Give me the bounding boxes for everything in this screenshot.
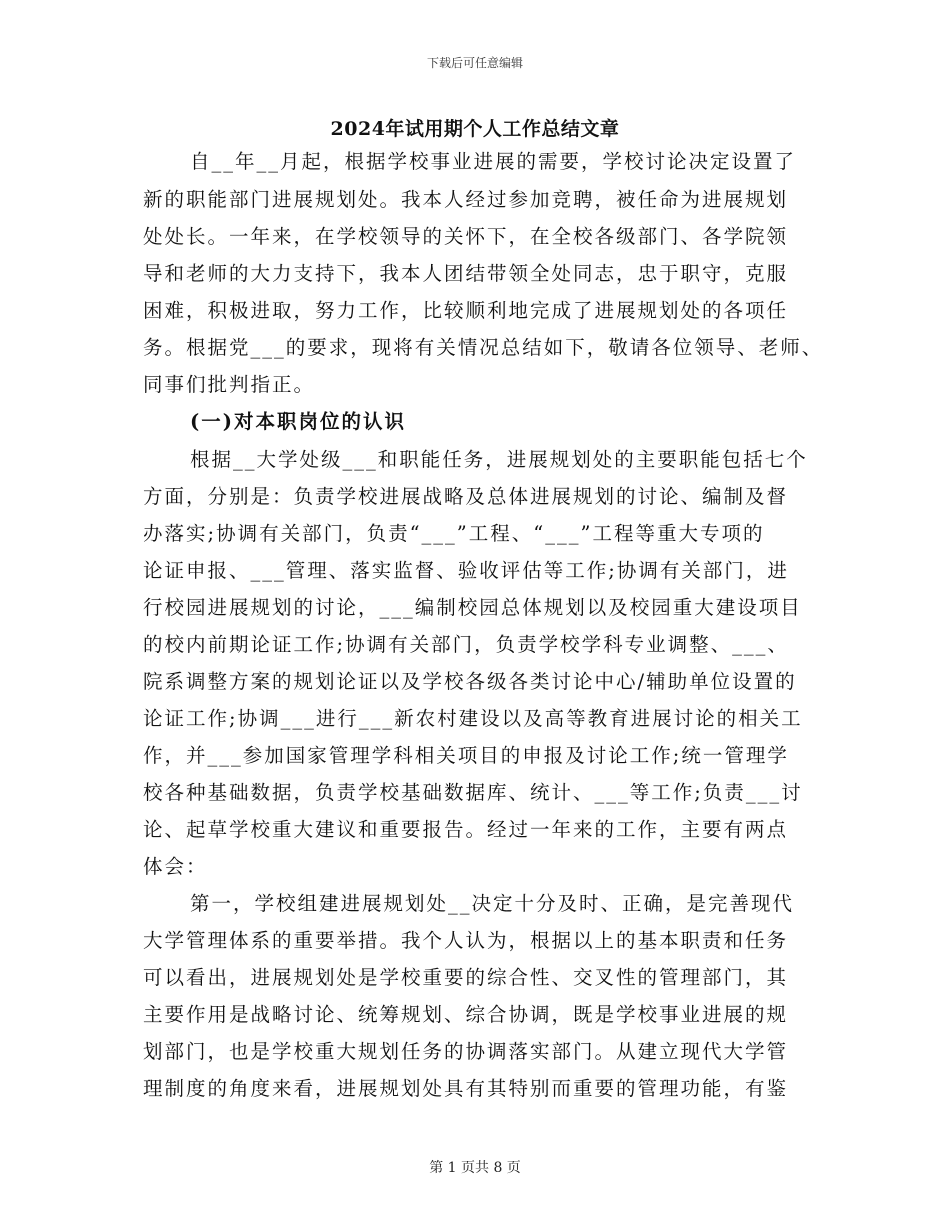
- paragraph-line: 论证工作;协调___进行___新农村建设以及高等教育进展讨论的相关工: [143, 707, 803, 730]
- paragraph-line: 的校内前期论证工作;协调有关部门，负责学校学科专业调整、___、: [143, 633, 789, 656]
- paragraph-line: 院系调整方案的规划论证以及学校各级各类讨论中心/辅助单位设置的: [143, 670, 797, 693]
- header-note: 下载后可任意编辑: [426, 56, 523, 70]
- paragraph-line: 论证申报、___管理、落实监督、验收评估等工作;协调有关部门，进: [143, 559, 789, 582]
- paragraph-line: 务。根据党___的要求，现将有关情况总结如下，敬请各位领导、老师、: [143, 336, 824, 359]
- paragraph-line: 方面，分别是：负责学校进展战略及总体进展规划的讨论、编制及督: [143, 485, 789, 508]
- paragraph-line: 第一，学校组建进展规划处__决定十分及时、正确，是完善现代: [190, 892, 795, 915]
- paragraph-line: 办落实;协调有关部门，负责“___”工程、“___”工程等重大专项的: [143, 522, 765, 545]
- paragraph-line: 主要作用是战略讨论、统筹规划、综合协调，既是学校事业进展的规: [143, 1003, 789, 1026]
- paragraph-line: 可以看出，进展规划处是学校重要的综合性、交叉性的管理部门，其: [143, 966, 789, 989]
- paragraph-line: 校各种基础数据，负责学校基础数据库、统计、___等工作;负责___讨: [143, 781, 803, 804]
- section-heading: (一)对本职岗位的认识: [190, 410, 406, 433]
- page-indicator: 第 1 页共 8 页: [429, 1160, 521, 1176]
- paragraph-line: 根据__大学处级___和职能任务，进展规划处的主要职能包括七个: [190, 448, 808, 471]
- paragraph-line: 困难，积极进取，努力工作，比较顺利地完成了进展规划处的各项任: [143, 299, 789, 322]
- paragraph-line: 行校园进展规划的讨论，___编制校园总体规划以及校园重大建设项目: [143, 596, 802, 619]
- paragraph-line: 理制度的角度来看，进展规划处具有其特别而重要的管理功能，有鉴: [143, 1077, 789, 1100]
- paragraph-line: 同事们批判指正。: [143, 373, 316, 396]
- paragraph-line: 自__年__月起，根据学校事业进展的需要，学校讨论决定设置了: [190, 150, 797, 173]
- paragraph-line: 新的职能部门进展规划处。我本人经过参加竞聘，被任命为进展规划: [143, 188, 789, 211]
- paragraph-line: 论、起草学校重大建议和重要报告。经过一年来的工作，主要有两点: [143, 818, 789, 841]
- document-title: 2024年试用期个人工作总结文章: [330, 118, 620, 140]
- paragraph-line: 作，并___参加国家管理学科相关项目的申报及讨论工作;统一管理学: [143, 744, 789, 767]
- paragraph-line: 体会：: [143, 855, 208, 878]
- paragraph-line: 处处长。一年来，在学校领导的关怀下，在全校各级部门、各学院领: [143, 225, 789, 248]
- paragraph-line: 大学管理体系的重要举措。我个人认为，根据以上的基本职责和任务: [143, 929, 789, 952]
- paragraph-line: 导和老师的大力支持下，我本人团结带领全处同志，忠于职守，克服: [143, 262, 789, 285]
- paragraph-line: 划部门，也是学校重大规划任务的协调落实部门。从建立现代大学管: [143, 1040, 789, 1063]
